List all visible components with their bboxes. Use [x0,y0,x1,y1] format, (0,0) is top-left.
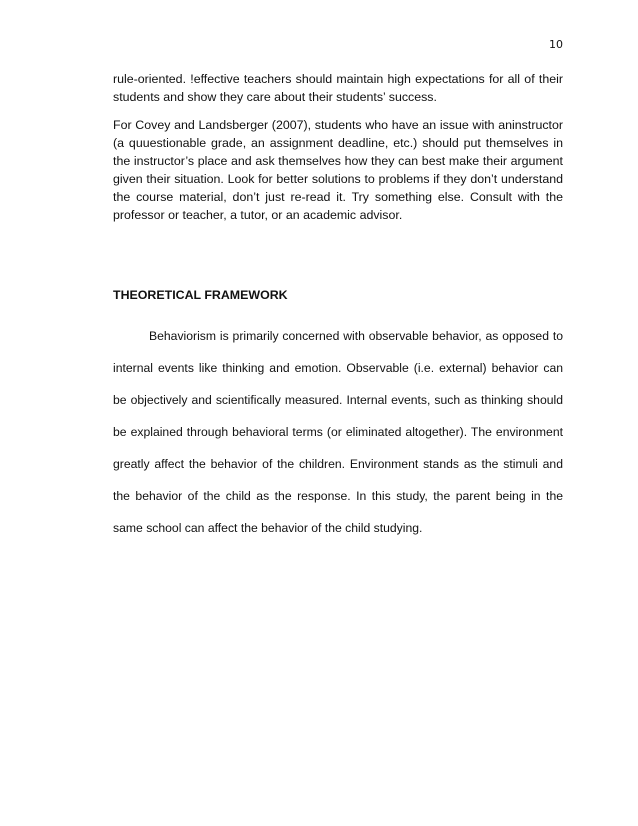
paragraph-behaviorism: Behaviorism is primarily concerned with observable behavior, as opposed to internal events like thinking and emotion. Observable (i.e. external) behavior can be objectively and scientifically measured. Internal events, such as thinking should be explained through behavioral terms (or eliminated altogether). The environment greatly affect the behavior of the children. Environment stands as the stimuli and the behavior of the child as the response. In this study, the parent being in the same school can affect the behavior of the child studying. [113,329,563,535]
paragraph-expectations: rule-oriented. !effective teachers should maintain high expectations for all of their students and show they care about their students’ success. [113,72,563,104]
paragraph-covey-landsberger: For Covey and Landsberger (2007), students who have an issue with aninstructor (a quuestionable grade, an assignment deadline, etc.) should put themselves in the instructor’s place and ask themselves how they can best make their argument given their situation. Look for better solutions to problems if they don’t understand the course material, don’t just re-read it. Try something else. Consult with the professor or teacher, a tutor, or an academic advisor. [113,118,563,222]
page-content [113,70,563,544]
page-number: 10 [549,38,563,51]
section-heading-theoretical-framework: THEORETICAL FRAMEWORK [113,288,288,302]
